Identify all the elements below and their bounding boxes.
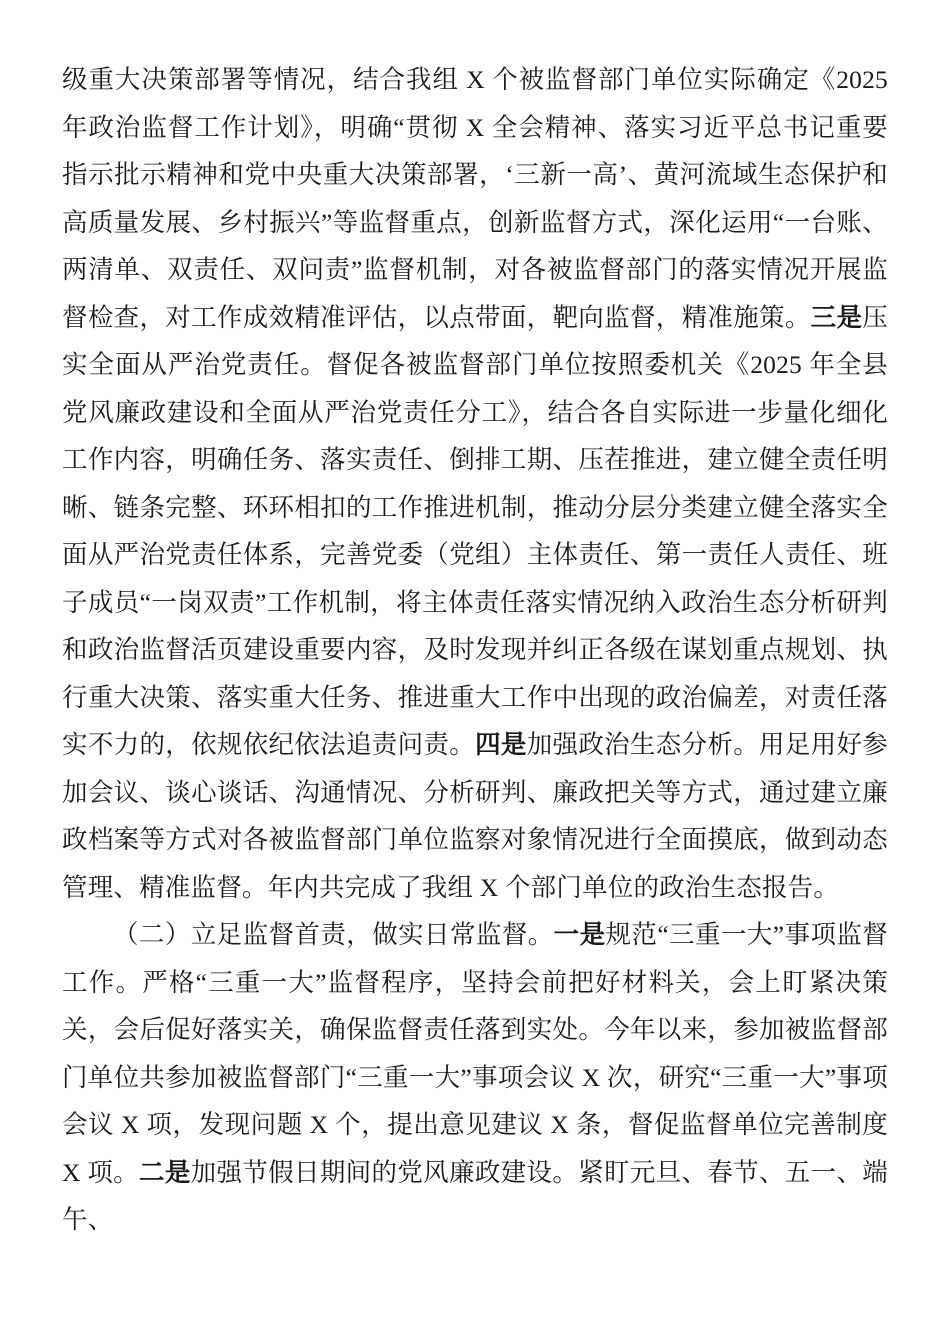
text-run: （二）立足监督首责，做实日常监督。 xyxy=(113,920,554,949)
emphasis-run: 一是 xyxy=(553,920,606,949)
document-body xyxy=(62,56,888,1244)
text-run: 加强节假日期间的党风廉政建设。紧盯元旦、春节、五一、端午、 xyxy=(62,1157,889,1234)
text-run: 级重大决策部署等情况，结合我组 X 个被监督部门单位实际确定《2025 年政治监督工作计划》，明确“贯彻 X 全会精神、落实习近平总书记重要指示批示精神和党中央重大决策部署，‘三新一高’、黄河流域生态保护和高质量发展、乡村振兴”等监督重点，创新监督方式，深化运用“一台账、两清单、双责任、双问责”监督机制，对各被监督部门的落实情况开展监督检查，对工作成效精准评估，以点带面，靶向监督，精准施策。 xyxy=(62,65,888,332)
emphasis-run: 三是 xyxy=(810,302,863,332)
emphasis-run: 二是 xyxy=(139,1157,191,1187)
paragraph xyxy=(62,911,888,1244)
paragraph xyxy=(62,56,888,911)
text-run: 规范“三重一大”事项监督工作。严格“三重一大”监督程序，坚持会前把好材料关，会上盯紧决策关，会后促好落实关，确保监督责任落到实处。今年以来，参加被监督部门单位共参加被监督部门“三重一大”事项会议 X 次，研究“三重一大”事项会议 X 项，发现问题 X 个，提出意见建议 X 条，督促监督单位完善制度 X 项。 xyxy=(62,920,888,1187)
emphasis-run: 四是 xyxy=(475,730,527,759)
text-run: 压实全面从严治党责任。督促各被监督部门单位按照委机关《2025 年全县党风廉政建设和全面从严治党责任分工》，结合各自实际进一步量化细化工作内容，明确任务、落实责任、倒排工期、压茬推进，建立健全责任明晰、链条完整、环环相扣的工作推进机制，推动分层分类建立健全落实全面从严治党责任体系，完善党委（党组）主体责任、第一责任人责任、班子成员“一岗双责”工作机制，将主体责任落实情况纳入政治生态分析研判和政治监督活页建设重要内容，及时发现并纠正各级在谋划重点规划、执行重大决策、落实重大任务、推进重大工作中出现的政治偏差，对责任落实不力的，依规依纪依法追责问责。 xyxy=(62,302,888,759)
text-run: 加强政治生态分析。用足用好参加会议、谈心谈话、沟通情况、分析研判、廉政把关等方式，通过建立廉政档案等方式对各被监督部门单位监察对象情况进行全面摸底，做到动态管理、精准监督。年内共完成了我组 X 个部门单位的政治生态报告。 xyxy=(62,730,889,902)
